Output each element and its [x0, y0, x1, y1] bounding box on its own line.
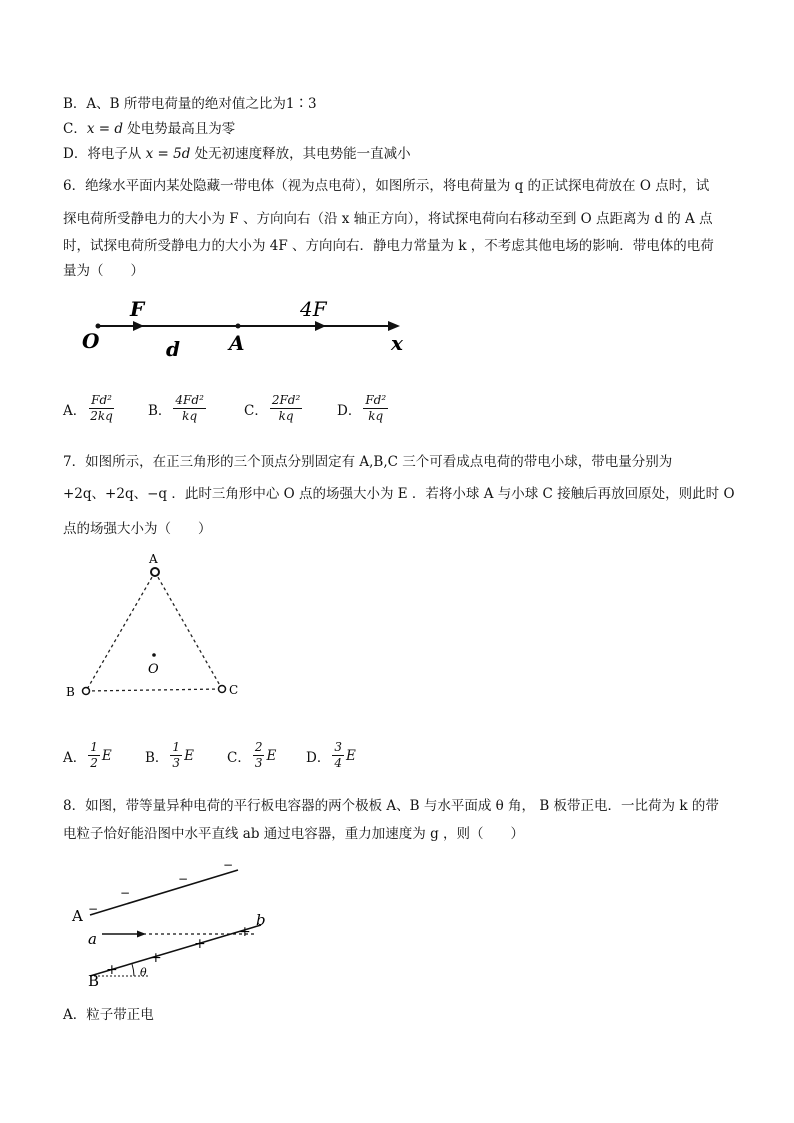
q5-option-c: C．x = d 处电势最高且为零 [63, 121, 236, 137]
q6-stem-line3: 时，试探电荷所受静电力的大小为 4F 、方向向右．静电力常量为 k ，不考虑其他电场的影响．带电体的电荷 [63, 238, 714, 254]
q6-label-4f: 4F [300, 297, 327, 321]
q7-triangle-figure [60, 548, 260, 708]
q6-option-c[interactable]: C． $\frac{\text{2Fd²}}{kq}$ [244, 393, 301, 423]
q8-label-b-point: b [256, 911, 266, 929]
q7-option-c[interactable]: C． $\frac{2}{3}$ E [227, 740, 277, 770]
q7-label-b: B [66, 685, 75, 699]
q6-option-b[interactable]: B． $\frac{\text{4Fd²}}{kq}$ [148, 393, 204, 423]
q7-option-b[interactable]: B． $\frac{1}{3}$ E [145, 740, 194, 770]
q7-option-a[interactable]: A． $\frac{1}{2}$ E [63, 740, 112, 770]
q7-stem-line3: 点的场强大小为（ ） [63, 521, 212, 537]
q6-label-a: A [229, 331, 245, 355]
q6-option-d[interactable]: D． $\frac{\text{Fd²}}{kq}$ [337, 393, 387, 423]
q6-stem-line1: 6．绝缘水平面内某处隐藏一带电体（视为点电荷），如图所示，将电荷量为 q 的正试探电荷放在 O 点时，试 [63, 178, 710, 194]
q6-label-f: F [130, 297, 145, 321]
q8-minus-1: − [88, 902, 99, 916]
q8-stem-line1: 8．如图，带等量异种电荷的平行板电容器的两个极板 A、B 与水平面成 θ 角， B 板带正电．一比荷为 k 的带 [63, 798, 719, 814]
q8-plus-1: + [106, 962, 118, 978]
q8-minus-2: − [120, 886, 131, 900]
q8-plus-4: + [239, 924, 251, 940]
q6-label-x: x [391, 331, 403, 355]
q8-option-a[interactable]: A．粒子带正电 [63, 1007, 154, 1023]
q8-plus-2: + [150, 950, 162, 966]
q6-figure [78, 296, 418, 364]
q8-label-a-plate: A [72, 907, 83, 925]
q5-option-b: B．A、B 所带电荷量的绝对值之比为1∶3 [63, 96, 317, 112]
q7-stem-line2: +2q、+2q、−q ．此时三角形中心 O 点的场强大小为 E ．若将小球 A 与小球 C 接触后再放回原处，则此时 O [63, 486, 735, 502]
q8-minus-3: − [178, 872, 189, 886]
q6-stem-line2: 探电荷所受静电力的大小为 F 、方向向右（沿 x 轴正方向），将试探电荷向右移动至到 O 点距离为 d 的 A 点 [63, 211, 713, 227]
q8-label-theta: θ [140, 966, 147, 979]
q8-capacitor-figure [68, 855, 288, 990]
q8-label-a-point: a [88, 930, 97, 948]
q6-stem-line4: 量为（ ） [63, 263, 144, 279]
q7-label-o: O [148, 662, 159, 677]
q6-label-o: O [82, 329, 100, 353]
q7-label-c: C [229, 683, 239, 697]
q6-label-d: d [166, 337, 180, 361]
q7-option-d[interactable]: D． $\frac{3}{4}$ E [306, 740, 356, 770]
q5-option-d: D．将电子从 x = 5d 处无初速度释放，其电势能一直减小 [63, 146, 411, 162]
q8-minus-4: − [223, 858, 234, 872]
q8-label-b-plate: B [88, 972, 100, 990]
q7-stem-line1: 7．如图所示，在正三角形的三个顶点分别固定有 A,B,C 三个可看成点电荷的带电小球，带电量分别为 [63, 454, 673, 470]
q6-option-a[interactable]: A． $\frac{\text{Fd²}}{2kq}$ [63, 393, 113, 423]
q7-label-a: A [149, 552, 158, 566]
q8-stem-line2: 电粒子恰好能沿图中水平直线 ab 通过电容器，重力加速度为 g ，则（ ） [63, 826, 524, 842]
q8-plus-3: + [194, 936, 206, 952]
